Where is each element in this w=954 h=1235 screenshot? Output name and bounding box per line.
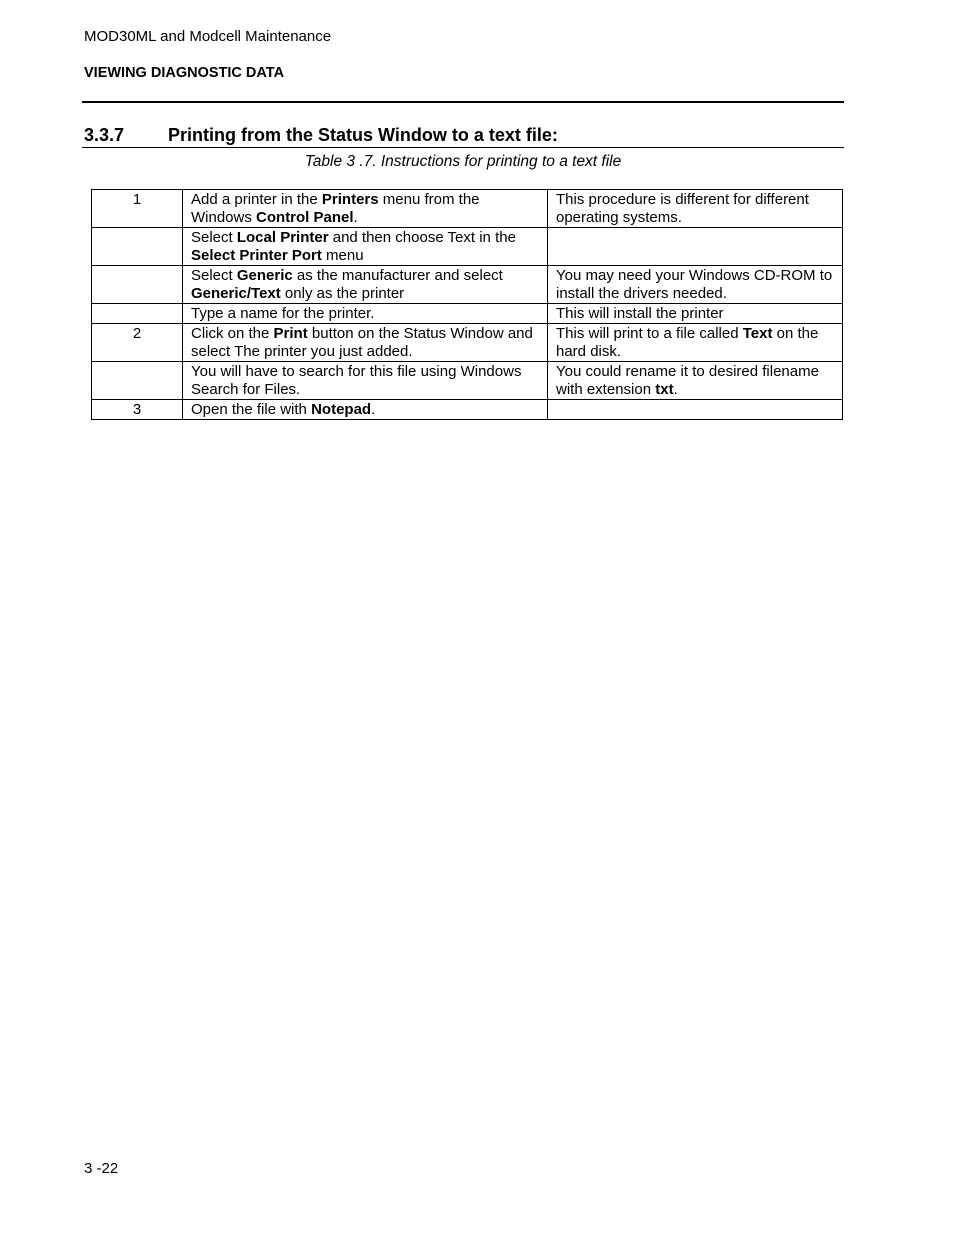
running-head: MOD30ML and Modcell Maintenance	[84, 28, 332, 45]
step-cell: 3	[92, 400, 183, 420]
step-cell	[92, 304, 183, 324]
step-cell: 2	[92, 324, 183, 362]
step-cell: 1	[92, 190, 183, 228]
instruction-cell: Type a name for the printer.	[183, 304, 548, 324]
table-row	[92, 304, 843, 324]
table-caption: Table 3 .7. Instructions for printing to a text file	[304, 153, 622, 170]
instruction-cell: Click on the Print button on the Status Window and select The printer you just added.	[183, 324, 548, 362]
heading-number: 3.3.7	[84, 125, 125, 145]
note-cell	[548, 228, 843, 266]
heading-rule	[82, 147, 844, 148]
table-row	[92, 400, 843, 420]
note-cell: This procedure is different for different operating systems.	[548, 190, 843, 228]
section-header: VIEWING DIAGNOSTIC DATA	[84, 65, 285, 81]
table-row	[92, 190, 843, 228]
table-row	[92, 362, 843, 400]
instruction-cell: You will have to search for this file using Windows Search for Files.	[183, 362, 548, 400]
header-rule	[82, 101, 844, 103]
page-number: 3 -22	[84, 1160, 119, 1177]
note-cell: You may need your Windows CD-ROM to install the drivers needed.	[548, 266, 843, 304]
step-cell	[92, 362, 183, 400]
note-cell: You could rename it to desired filename with extension txt.	[548, 362, 843, 400]
table-row	[92, 228, 843, 266]
table-row	[92, 266, 843, 304]
instruction-cell: Select Generic as the manufacturer and select Generic/Text only as the printer	[183, 266, 548, 304]
step-cell	[92, 266, 183, 304]
instruction-cell: Select Local Printer and then choose Text in the Select Printer Port menu	[183, 228, 548, 266]
section-heading	[84, 124, 558, 146]
note-cell	[548, 400, 843, 420]
heading-title: Printing from the Status Window to a text file:	[168, 125, 558, 145]
table-row	[92, 324, 843, 362]
step-cell	[92, 228, 183, 266]
instructions-table	[91, 189, 843, 420]
instruction-cell: Add a printer in the Printers menu from the Windows Control Panel.	[183, 190, 548, 228]
note-cell: This will install the printer	[548, 304, 843, 324]
note-cell: This will print to a file called Text on the hard disk.	[548, 324, 843, 362]
instruction-cell: Open the file with Notepad.	[183, 400, 548, 420]
